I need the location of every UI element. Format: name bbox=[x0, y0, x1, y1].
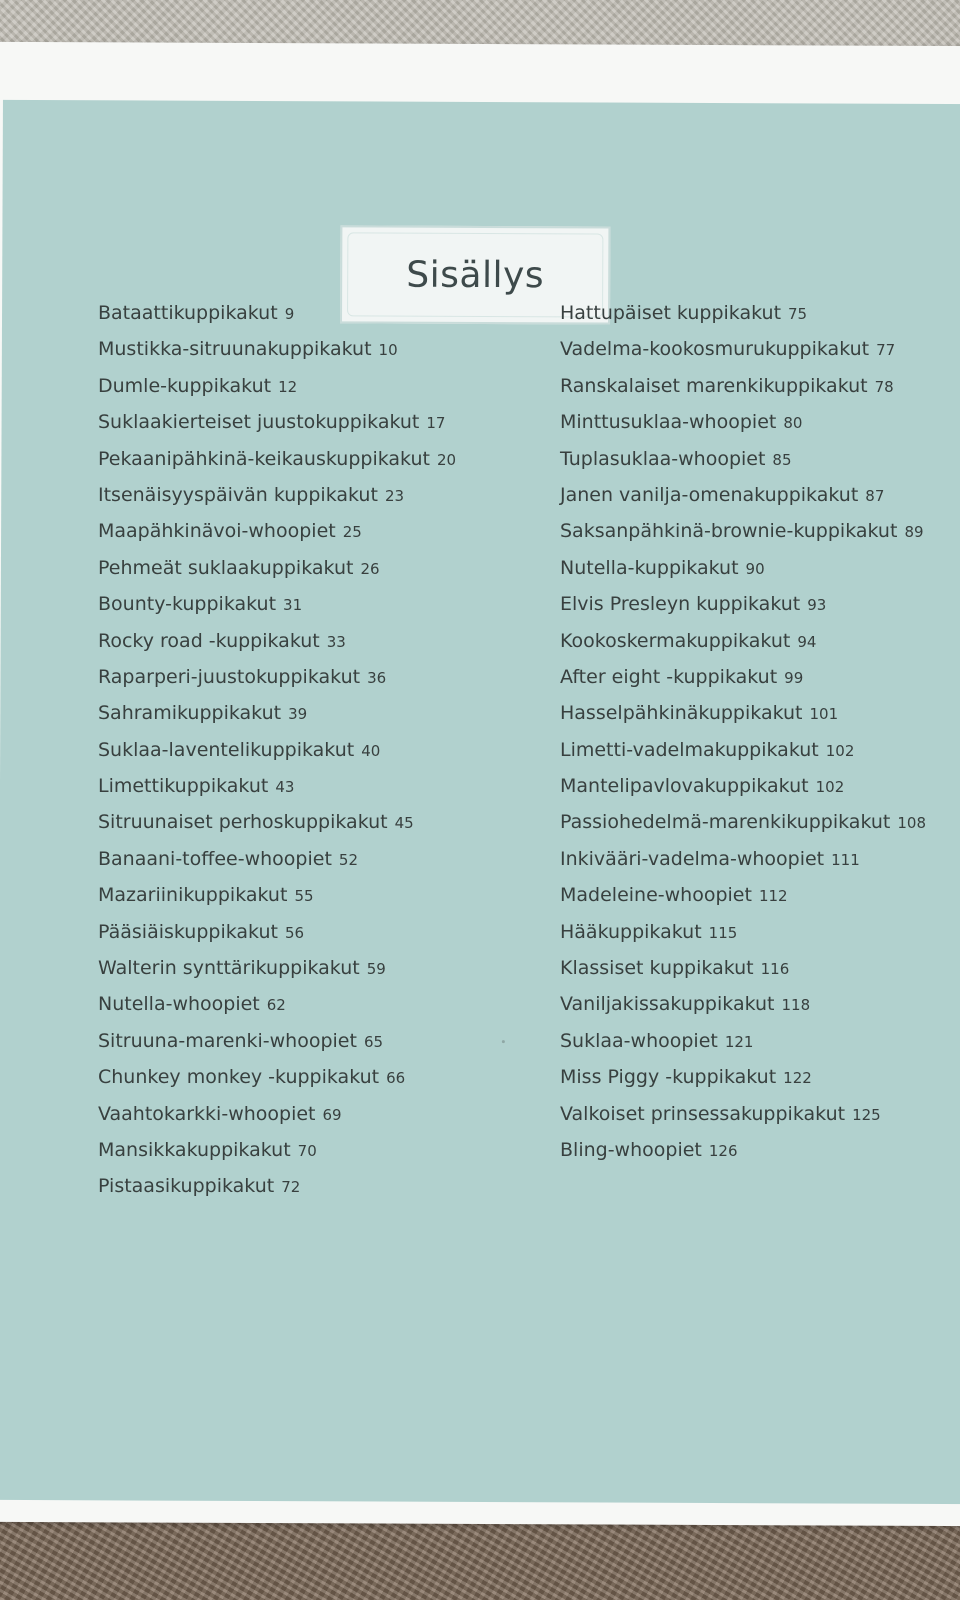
toc-entry bbox=[560, 586, 926, 622]
toc-entry bbox=[98, 586, 456, 622]
toc-entry-page-number: 85 bbox=[772, 450, 792, 469]
toc-entry bbox=[98, 804, 456, 840]
toc-entry-title: Chunkey monkey -kuppikakut bbox=[98, 1066, 380, 1089]
toc-entry-title: Nutella-kuppikakut bbox=[560, 556, 739, 579]
toc-entry bbox=[560, 1132, 926, 1168]
toc-entry-title: Maapähkinävoi-whoopiet bbox=[98, 520, 336, 543]
toc-entry-page-number: 112 bbox=[758, 887, 788, 906]
toc-entry-title: Suklaa-laventelikuppikakut bbox=[98, 738, 355, 761]
toc-entry bbox=[560, 477, 926, 513]
toc-entry-page-number: 89 bbox=[904, 523, 924, 542]
toc-entry-page-number: 94 bbox=[797, 632, 817, 651]
toc-entry-page-number: 111 bbox=[831, 850, 860, 869]
toc-entry-page-number: 33 bbox=[326, 632, 346, 651]
toc-entry-page-number: 126 bbox=[708, 1141, 738, 1160]
toc-entry bbox=[560, 768, 926, 804]
toc-entry-title: Vaniljakissakuppikakut bbox=[560, 993, 775, 1016]
toc-entry-page-number: 69 bbox=[322, 1105, 342, 1124]
toc-entry-title: Mansikkakuppikakut bbox=[98, 1138, 291, 1161]
toc-entry-page-number: 9 bbox=[284, 305, 295, 323]
toc-entry bbox=[98, 1168, 456, 1204]
toc-entry-page-number: 122 bbox=[783, 1069, 812, 1088]
toc-entry-title: Madeleine-whoopiet bbox=[560, 884, 752, 907]
toc-entry-title: Vaahtokarkki-whoopiet bbox=[98, 1102, 316, 1125]
toc-entry bbox=[560, 295, 926, 331]
toc-entry-title: Pekaanipähkinä-keikauskuppikakut bbox=[98, 447, 430, 470]
toc-entry-title: Mantelipavlovakuppikakut bbox=[560, 775, 809, 798]
toc-entry-page-number: 25 bbox=[342, 523, 362, 542]
toc-entry bbox=[98, 732, 456, 768]
toc-entry bbox=[560, 841, 926, 877]
toc-entry-page-number: 36 bbox=[367, 668, 387, 687]
toc-entry-title: Bounty-kuppikakut bbox=[98, 593, 277, 616]
toc-entry-page-number: 66 bbox=[386, 1069, 406, 1088]
toc-entry-page-number: 55 bbox=[294, 887, 314, 906]
toc-entry bbox=[98, 768, 456, 804]
toc-entry bbox=[98, 441, 456, 477]
toc-entry bbox=[560, 877, 926, 913]
toc-entry-title: Walterin synttärikuppikakut bbox=[98, 957, 360, 980]
toc-entry-page-number: 12 bbox=[278, 377, 298, 396]
toc-entry-page-number: 39 bbox=[288, 705, 308, 724]
toc-entry-page-number: 62 bbox=[266, 996, 286, 1015]
toc-entry-title: Pistaasikuppikakut bbox=[98, 1175, 275, 1198]
toc-entry bbox=[560, 914, 926, 950]
page-title: Sisällys bbox=[406, 254, 545, 296]
toc-entry-page-number: 65 bbox=[363, 1032, 384, 1051]
toc-entry bbox=[98, 986, 456, 1022]
toc-entry-title: Saksanpähkinä-brownie-kuppikakut bbox=[560, 520, 898, 543]
toc-entry bbox=[98, 295, 456, 331]
toc-entry bbox=[98, 623, 456, 659]
toc-entry-title: Pehmeät suklaakuppikakut bbox=[98, 556, 354, 579]
toc-entry-page-number: 77 bbox=[876, 341, 896, 360]
toc-entry-page-number: 118 bbox=[781, 996, 811, 1015]
toc-entry-title: After eight -kuppikakut bbox=[560, 665, 778, 688]
toc-entry bbox=[560, 331, 926, 367]
toc-entry-title: Limettikuppikakut bbox=[98, 775, 269, 798]
toc-entry-title: Hasselpähkinäkuppikakut bbox=[560, 702, 803, 725]
toc-entry-page-number: 52 bbox=[338, 850, 358, 869]
toc-entry-title: Janen vanilja-omenakuppikakut bbox=[560, 483, 859, 506]
toc-entry bbox=[560, 659, 926, 695]
toc-entry bbox=[98, 1096, 456, 1132]
toc-entry bbox=[98, 1059, 456, 1095]
toc-entry-page-number: 101 bbox=[809, 705, 839, 724]
toc-entry-title: Minttusuklaa-whoopiet bbox=[560, 411, 777, 434]
toc-entry bbox=[560, 1023, 926, 1059]
toc-entry-title: Hattupäiset kuppikakut bbox=[560, 302, 782, 324]
toc-entry bbox=[560, 513, 926, 549]
toc-entry-page-number: 40 bbox=[361, 741, 381, 760]
toc-entry-page-number: 59 bbox=[366, 960, 386, 979]
toc-entry bbox=[560, 404, 926, 440]
toc-entry-page-number: 70 bbox=[297, 1141, 317, 1160]
toc-entry-page-number: 17 bbox=[426, 414, 446, 433]
toc-entry-page-number: 90 bbox=[745, 559, 765, 578]
toc-entry-title: Rocky road -kuppikakut bbox=[98, 629, 320, 652]
toc-entry bbox=[560, 695, 926, 731]
toc-entry-title: Mazariinikuppikakut bbox=[98, 884, 288, 907]
toc-entry-title: Limetti-vadelmakuppikakut bbox=[560, 738, 819, 761]
toc-entry-page-number: 23 bbox=[384, 486, 405, 505]
toc-entry-title: Ranskalaiset marenkikuppikakut bbox=[560, 374, 868, 397]
toc-right-column bbox=[560, 295, 926, 1168]
toc-entry-page-number: 80 bbox=[783, 414, 803, 433]
paper-speck bbox=[502, 1040, 505, 1043]
toc-entry-page-number: 10 bbox=[378, 341, 398, 360]
toc-entry-page-number: 31 bbox=[283, 596, 303, 615]
toc-entry-title: Miss Piggy -kuppikakut bbox=[560, 1066, 777, 1089]
toc-entry-title: Inkivääri-vadelma-whoopiet bbox=[560, 847, 825, 870]
toc-entry-title: Suklaa-whoopiet bbox=[560, 1029, 718, 1052]
toc-entry bbox=[560, 368, 926, 404]
toc-entry bbox=[560, 550, 926, 586]
toc-entry-title: Passiohedelmä-marenkikuppikakut bbox=[560, 811, 891, 834]
toc-entry-title: Bataattikuppikakut bbox=[98, 302, 278, 324]
toc-entry-page-number: 26 bbox=[360, 559, 380, 578]
toc-entry-title: Elvis Presleyn kuppikakut bbox=[560, 593, 801, 616]
toc-entry-page-number: 87 bbox=[865, 486, 885, 505]
toc-entry-title: Tuplasuklaa-whoopiet bbox=[560, 447, 766, 470]
toc-entry-page-number: 125 bbox=[852, 1105, 881, 1124]
toc-entry bbox=[98, 477, 456, 513]
toc-entry-page-number: 108 bbox=[897, 814, 926, 833]
toc-entry-title: Kookoskermakuppikakut bbox=[560, 629, 791, 652]
toc-entry bbox=[560, 950, 926, 986]
toc-entry-title: Bling-whoopiet bbox=[560, 1138, 702, 1161]
toc-entry-page-number: 99 bbox=[784, 668, 804, 687]
toc-entry bbox=[98, 550, 456, 586]
toc-entry-title: Valkoiset prinsessakuppikakut bbox=[560, 1102, 846, 1125]
toc-entry bbox=[98, 1023, 456, 1059]
toc-entry-title: Sitruunaiset perhoskuppikakut bbox=[98, 811, 388, 834]
toc-entry-title: Hääkuppikakut bbox=[560, 920, 702, 943]
toc-entry-title: Pääsiäiskuppikakut bbox=[98, 920, 278, 943]
toc-entry-page-number: 72 bbox=[281, 1178, 301, 1197]
toc-entry-title: Vadelma-kookosmurukuppikakut bbox=[560, 338, 870, 361]
toc-entry-page-number: 43 bbox=[275, 778, 295, 797]
toc-entry bbox=[560, 732, 926, 768]
toc-entry-title: Banaani-toffee-whoopiet bbox=[98, 847, 332, 870]
toc-entry-title: Dumle-kuppikakut bbox=[98, 374, 272, 397]
toc-entry bbox=[98, 404, 456, 440]
toc-entry-title: Nutella-whoopiet bbox=[98, 993, 260, 1016]
toc-entry bbox=[98, 877, 456, 913]
toc-entry-title: Sitruuna-marenki-whoopiet bbox=[98, 1029, 357, 1052]
toc-entry-title: Raparperi-juustokuppikakut bbox=[98, 665, 361, 688]
toc-entry-page-number: 102 bbox=[825, 741, 855, 760]
toc-entry bbox=[560, 1096, 926, 1132]
toc-entry bbox=[98, 841, 456, 877]
toc-entry bbox=[98, 513, 456, 549]
toc-entry bbox=[560, 623, 926, 659]
toc-entry bbox=[98, 950, 456, 986]
toc-entry-page-number: 75 bbox=[788, 305, 808, 323]
toc-entry-title: Sahramikuppikakut bbox=[98, 702, 282, 725]
toc-entry-title: Itsenäisyyspäivän kuppikakut bbox=[98, 483, 378, 506]
toc-entry-title: Mustikka-sitruunakuppikakut bbox=[98, 338, 372, 361]
toc-entry-page-number: 116 bbox=[760, 960, 790, 979]
toc-entry-page-number: 93 bbox=[807, 596, 827, 615]
toc-entry bbox=[98, 659, 456, 695]
toc-entry bbox=[98, 368, 456, 404]
toc-entry bbox=[560, 1059, 926, 1095]
toc-entry-page-number: 45 bbox=[394, 814, 414, 833]
toc-entry-title: Suklaakierteiset juustokuppikakut bbox=[98, 411, 420, 434]
toc-entry-page-number: 20 bbox=[436, 450, 457, 469]
toc-entry bbox=[98, 331, 456, 367]
toc-left-column bbox=[98, 295, 456, 1205]
toc-entry bbox=[560, 986, 926, 1022]
toc-entry-page-number: 78 bbox=[874, 377, 894, 396]
toc-entry bbox=[98, 695, 456, 731]
toc-entry bbox=[98, 1132, 456, 1168]
toc-entry-page-number: 102 bbox=[815, 778, 845, 797]
toc-entry-page-number: 56 bbox=[284, 923, 305, 942]
toc-entry-page-number: 115 bbox=[708, 923, 738, 942]
toc-entry bbox=[98, 914, 456, 950]
toc-entry-page-number: 121 bbox=[724, 1032, 754, 1051]
toc-entry-title: Klassiset kuppikakut bbox=[560, 957, 754, 980]
toc-entry bbox=[560, 441, 926, 477]
toc-entry bbox=[560, 804, 926, 840]
